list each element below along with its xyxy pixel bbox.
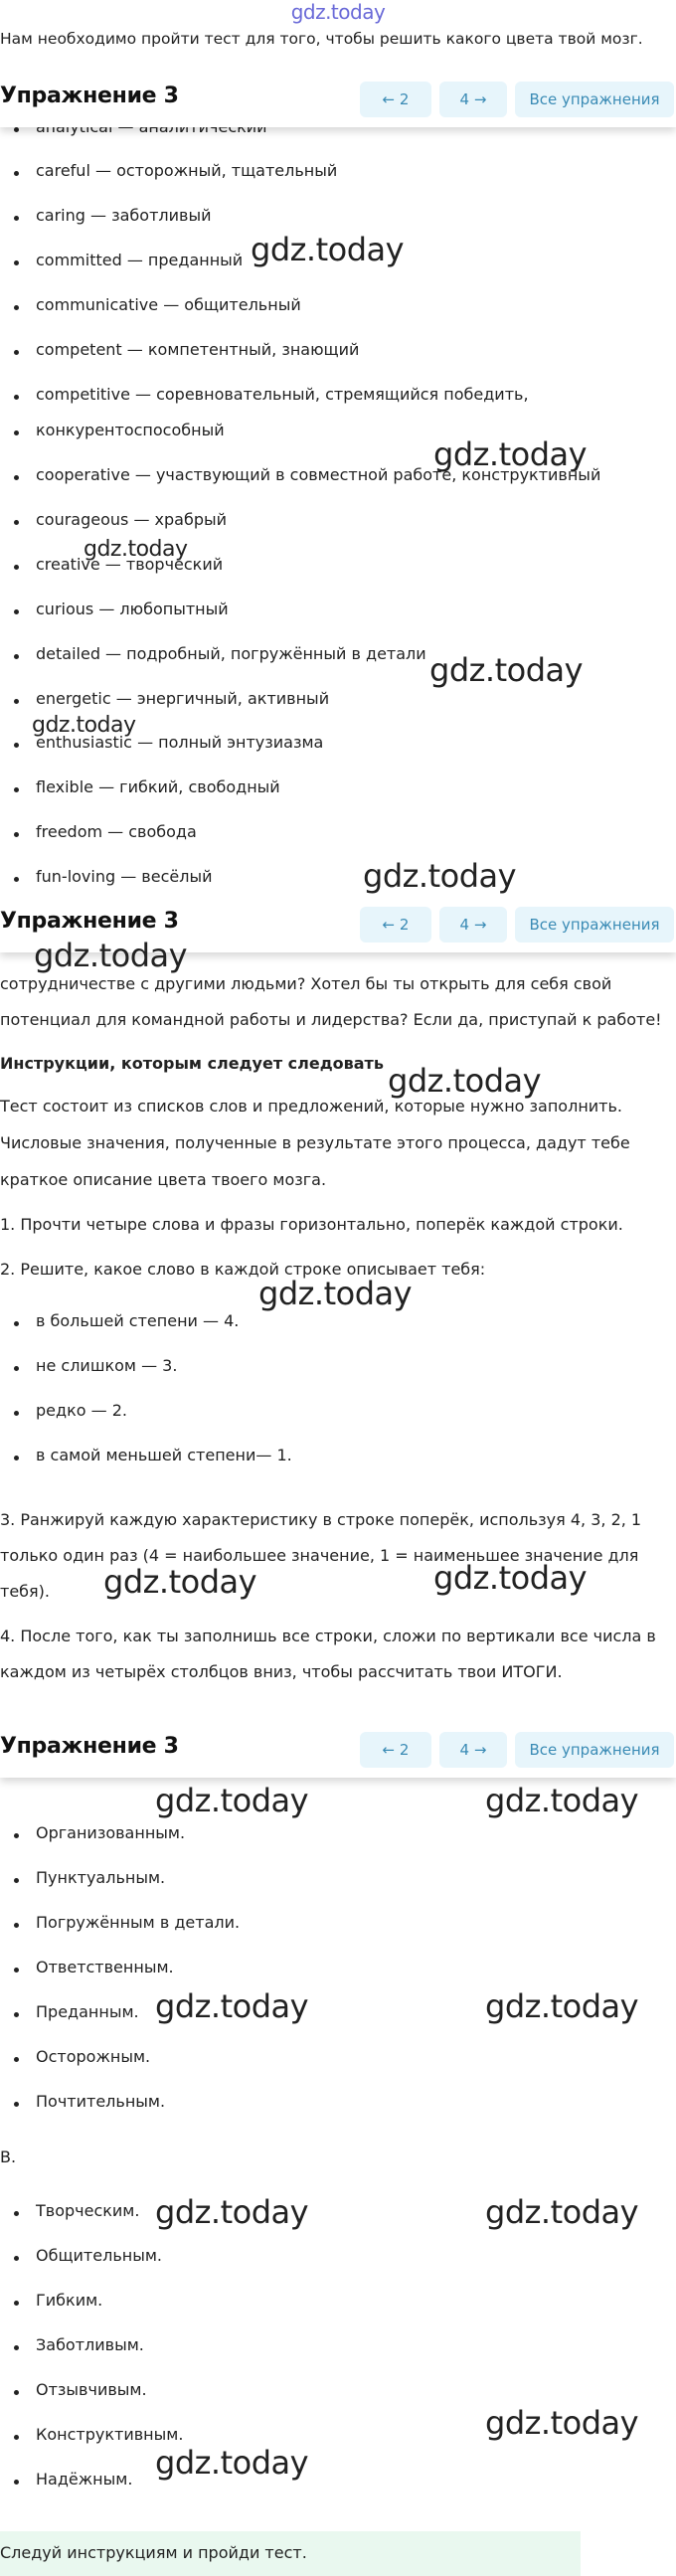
watermark: gdz.today — [155, 2193, 309, 2231]
prev-exercise-button[interactable]: ← 2 — [360, 82, 431, 117]
watermark: gdz.today — [485, 1782, 639, 1819]
step-2: 2. Решите, какое слово в каждой строке описывает тебя: — [0, 1260, 486, 1279]
prev-exercise-button[interactable]: ← 2 — [360, 907, 431, 943]
section-answers: Упражнение 3 ← 2 4 → Все упражнения Организованным. Пунктуальным. Погружённым в детали. Ответственным. Преданным. Осторожным. Почтительным. В. Творческим. Общительным. Гибким. Заботливым. Отзывчивым. Конструктивным. Надёжным. — [0, 1720, 676, 2531]
step-4: 4. После того, как ты заполнишь все строки, сложи по вертикали все числа в — [0, 1627, 656, 1645]
text-line: краткое описание цвета твоего мозга. — [0, 1170, 327, 1189]
intro-text: Нам необходимо пройти тест для того, чтобы решить какого цвета твой мозг. — [0, 30, 643, 48]
watermark: gdz.today — [155, 1782, 309, 1819]
section-vocabulary: Упражнение 3 ← 2 4 → Все упражнения careful — осторожный, тщательный caring — заботливый committed — преданный communicative — общительный competent — компетентный, знающий competitive — соревновательный, стремящийся победить, конкурентоспособный cooperative — участвующий в совместной работе, конструктивный courageous — храбрый creative — творческий curious — любопытный detailed — подробный, погружённый в детали energetic — энергичный, активный enthusiastic — полный энтузиазма flexible — гибкий, свободный freedom — свобода fun-loving — весёлый — [0, 70, 676, 895]
watermark: gdz.today — [155, 1987, 309, 2025]
page-title: Упражнение 3 — [0, 84, 179, 108]
watermark: gdz.today — [258, 1275, 413, 1312]
prev-exercise-button[interactable]: ← 2 — [360, 1732, 431, 1768]
watermark: gdz.today — [84, 537, 188, 562]
watermark: gdz.today — [485, 2193, 639, 2231]
watermark: gdz.today — [32, 713, 136, 738]
next-exercise-button[interactable]: 4 → — [439, 82, 507, 117]
text-line: Числовые значения, полученные в результате этого процесса, дадут тебе — [0, 1133, 630, 1152]
site-logo[interactable]: gdz.today — [290, 0, 386, 24]
watermark: gdz.today — [485, 1987, 639, 2025]
watermark: gdz.today — [155, 2444, 309, 2482]
all-exercises-button[interactable]: Все упражнения — [515, 82, 674, 117]
watermark: gdz.today — [433, 1559, 588, 1597]
exercise-header — [0, 70, 676, 127]
page-title: Упражнение 3 — [0, 1734, 179, 1759]
step-4-line: каждом из четырёх столбцов вниз, чтобы рассчитать твои ИТОГИ. — [0, 1662, 563, 1681]
watermark: gdz.today — [363, 857, 517, 895]
watermark: gdz.today — [388, 1062, 542, 1100]
step-3-line: только один раз (4 = наибольшее значение, 1 = наименьшее значение для — [0, 1546, 639, 1565]
watermark: gdz.today — [485, 2404, 639, 2442]
step-1: 1. Прочти четыре слова и фразы горизонтально, поперёк каждой строки. — [0, 1215, 623, 1234]
watermark: gdz.today — [34, 937, 188, 974]
text-line: Тест состоит из списков слов и предложений, которые нужно заполнить. — [0, 1097, 623, 1116]
text-line: потенциал для командной работы и лидерства? Если да, приступай к работе! — [0, 1010, 662, 1029]
instruction-callout — [0, 2531, 581, 2576]
watermark: gdz.today — [433, 435, 588, 473]
next-exercise-button[interactable]: 4 → — [439, 1732, 507, 1768]
all-exercises-button[interactable]: Все упражнения — [515, 907, 674, 943]
watermark: gdz.today — [429, 651, 584, 689]
step-3: 3. Ранжируй каждую характеристику в строке поперёк, используя 4, 3, 2, 1 — [0, 1510, 642, 1529]
next-exercise-button[interactable]: 4 → — [439, 907, 507, 943]
watermark: gdz.today — [251, 231, 405, 268]
list-label-b: В. — [0, 2147, 17, 2166]
callout-text: Следуй инструкциям и пройди тест. — [0, 2543, 307, 2562]
section-instructions: Упражнение 3 ← 2 4 → Все упражнения сотрудничестве с другими людьми? Хотел бы ты открыть для себя свой потенциал для командной работы и лидерства? Если да, приступай к работе! Инструкции, которым следует следовать Тест состоит из списков слов и предложений, которые нужно заполнить. Числовые значения, полученные в результате этого процесса, дадут тебе краткое описание цвета твоего мозга. 1. Прочти четыре слова и фразы горизонтально, поперёк каждой строки. 2. Решите, какое слово в каждой строке описывает тебя: в большей степени — 4. не слишком — 3. редко — 2. в самой меньшей степени— 1. 3. Ранжируй каждую характеристику в строке поперёк, используя 4, 3, 2, 1 только один раз (4 = наибольшее значение, 1 = наименьшее значение для тебя). 4. После того, как ты заполнишь все строки, сложи по вертикали все числа в каждом из четырёх столбцов вниз, чтобы рассчитать твои ИТОГИ. — [0, 895, 676, 1710]
exercise-header — [0, 1720, 676, 1778]
page-title: Упражнение 3 — [0, 909, 179, 934]
all-exercises-button[interactable]: Все упражнения — [515, 1732, 674, 1768]
text-line: сотрудничестве с другими людьми? Хотел бы ты открыть для себя свой — [0, 974, 612, 993]
step-3-line: тебя). — [0, 1582, 50, 1601]
instructions-heading: Инструкции, которым следует следовать — [0, 1054, 384, 1073]
watermark: gdz.today — [103, 1563, 257, 1601]
